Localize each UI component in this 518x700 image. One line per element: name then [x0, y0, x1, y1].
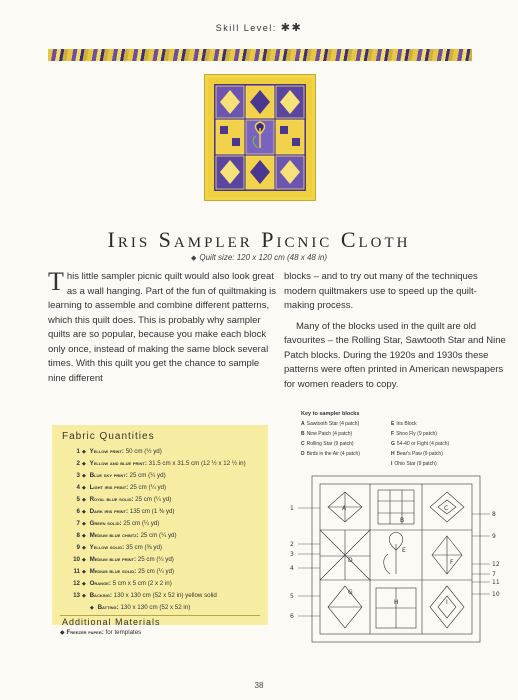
list-item: F Shoo Fly (9 patch)	[391, 431, 437, 437]
additional-materials-title: Additional Materials	[60, 615, 260, 627]
callout-1: 1	[290, 505, 294, 512]
list-item: 9 ◆ Yellow solid: 35 cm (⅜ yd)	[76, 544, 163, 551]
block-label-d: D	[348, 557, 353, 564]
block-label-a: A	[342, 505, 347, 512]
list-item: 13 ◆ Backing: 130 x 130 cm (52 x 52 in) yellow solid	[73, 592, 217, 599]
callout-5: 5	[290, 593, 294, 600]
body-paragraph-2: Many of the blocks used in the quilt are old favourites – the Rolling Star, Sawtooth Star and Nine Patch blocks. During the 1920s and 1930s these patterns were often printed in American newspapers for women readers to copy.	[284, 320, 506, 390]
body-text-right	[284, 270, 506, 398]
block-label-b: B	[400, 517, 405, 524]
list-item: ◆ Batting: 130 x 130 cm (52 x 52 in)	[90, 604, 191, 611]
list-item: 3 ◆ Blue sky print: 25 cm (¼ yd)	[76, 472, 166, 479]
list-item: 6 ◆ Dark iris print: 135 cm (1 ⅜ yd)	[76, 508, 175, 515]
list-item: 11 ◆ Medium blue solid: 25 cm (¼ yd)	[73, 568, 175, 575]
fabric-quantities-list	[60, 446, 260, 614]
callout-2: 2	[290, 541, 294, 548]
list-item: 10 ◆ Medium blue print: 25 cm (¼ yd)	[73, 556, 174, 563]
block-label-h: H	[394, 599, 399, 606]
list-item	[301, 461, 381, 467]
page-number: 38	[254, 681, 264, 690]
list-item: 1 ◆ Yellow print: 50 cm (½ yd)	[76, 448, 162, 455]
body-text-left	[48, 267, 277, 386]
list-item: 5 ◆ Royal blue solid: 25 cm (¼ yd)	[76, 496, 172, 503]
callout-11: 11	[492, 579, 500, 586]
body-paragraph-1: blocks – and to try out many of the techniques modern quiltmakers use to speed up the quilt-making process.	[284, 271, 478, 311]
list-item: D Birds in the Air (4 patch)	[301, 451, 360, 457]
quilt-size-text: Quilt size: 120 x 120 cm (48 x 48 in)	[199, 253, 327, 262]
callout-9: 9	[492, 533, 496, 540]
list-item: G 54-40 or Fight (4 patch)	[391, 441, 450, 447]
fabric-quantities-box	[52, 425, 268, 636]
block-label-i: I	[446, 599, 448, 606]
skill-level	[0, 21, 518, 34]
callout-8: 8	[492, 511, 496, 518]
block-key	[301, 411, 511, 467]
list-item: 7 ◆ Green solid: 25 cm (¼ yd)	[76, 520, 160, 527]
callout-12: 12	[492, 561, 500, 568]
skill-stars: ✱✱	[280, 22, 303, 34]
block-key-list	[301, 421, 511, 467]
quilt-size	[0, 253, 518, 262]
fabric-quantities-title: Fabric Quantities	[62, 431, 155, 442]
callout-4: 4	[290, 565, 294, 572]
page-title: Iris Sampler Picnic Cloth	[107, 227, 411, 252]
list-item: C Rolling Star (9 patch)	[301, 441, 354, 447]
intro-paragraph: This little sampler picnic quilt would also look great as a wall hanging. Part of the fun of quiltmaking is learning to assemble and combine different patterns, which this quilt does. This is probably why sampler quilts are so popular, because you make each block only once, instead of making the same block several times. With this quilt you get the chance to sample nine different	[48, 267, 277, 384]
list-item: E Iris Block	[391, 421, 417, 427]
block-label-f: F	[450, 559, 454, 566]
list-item: 4 ◆ Light iris print: 25 cm (¼ yd)	[76, 484, 167, 491]
block-label-g: G	[348, 589, 353, 596]
list-item: A Sawtooth Star (4 patch)	[301, 421, 360, 427]
quilt-layout-diagram	[286, 470, 506, 650]
list-item: ◆ Freezer paper: for templates	[60, 629, 142, 636]
skill-level-label: Skill Level:	[215, 23, 277, 33]
callout-3: 3	[290, 551, 294, 558]
fabric-band-decoration	[48, 49, 472, 61]
quilt-photo	[205, 75, 315, 200]
callout-10: 10	[492, 591, 500, 598]
block-label-c: C	[444, 505, 449, 512]
list-item: H Bear's Paw (9 patch)	[391, 451, 443, 457]
callout-6: 6	[290, 613, 294, 620]
diamond-icon: ◆	[190, 255, 197, 262]
list-item: 8 ◆ Medium blue chintz: 25 cm (¼ yd)	[76, 532, 177, 539]
list-item: I Ohio Star (9 patch)	[391, 461, 437, 467]
list-item: 12 ◆ Orange: 5 cm x 5 cm (2 x 2 in)	[73, 580, 172, 587]
block-key-title: Key to sampler blocks	[301, 411, 360, 417]
callout-7: 7	[492, 571, 496, 578]
list-item: B Nine Patch (4 patch)	[301, 431, 353, 437]
block-label-e: E	[402, 547, 406, 554]
list-item: 2 ◆ Yellow and blue print: 31.5 cm x 31.5 cm (12 ½ x 12 ½ in)	[76, 460, 246, 467]
